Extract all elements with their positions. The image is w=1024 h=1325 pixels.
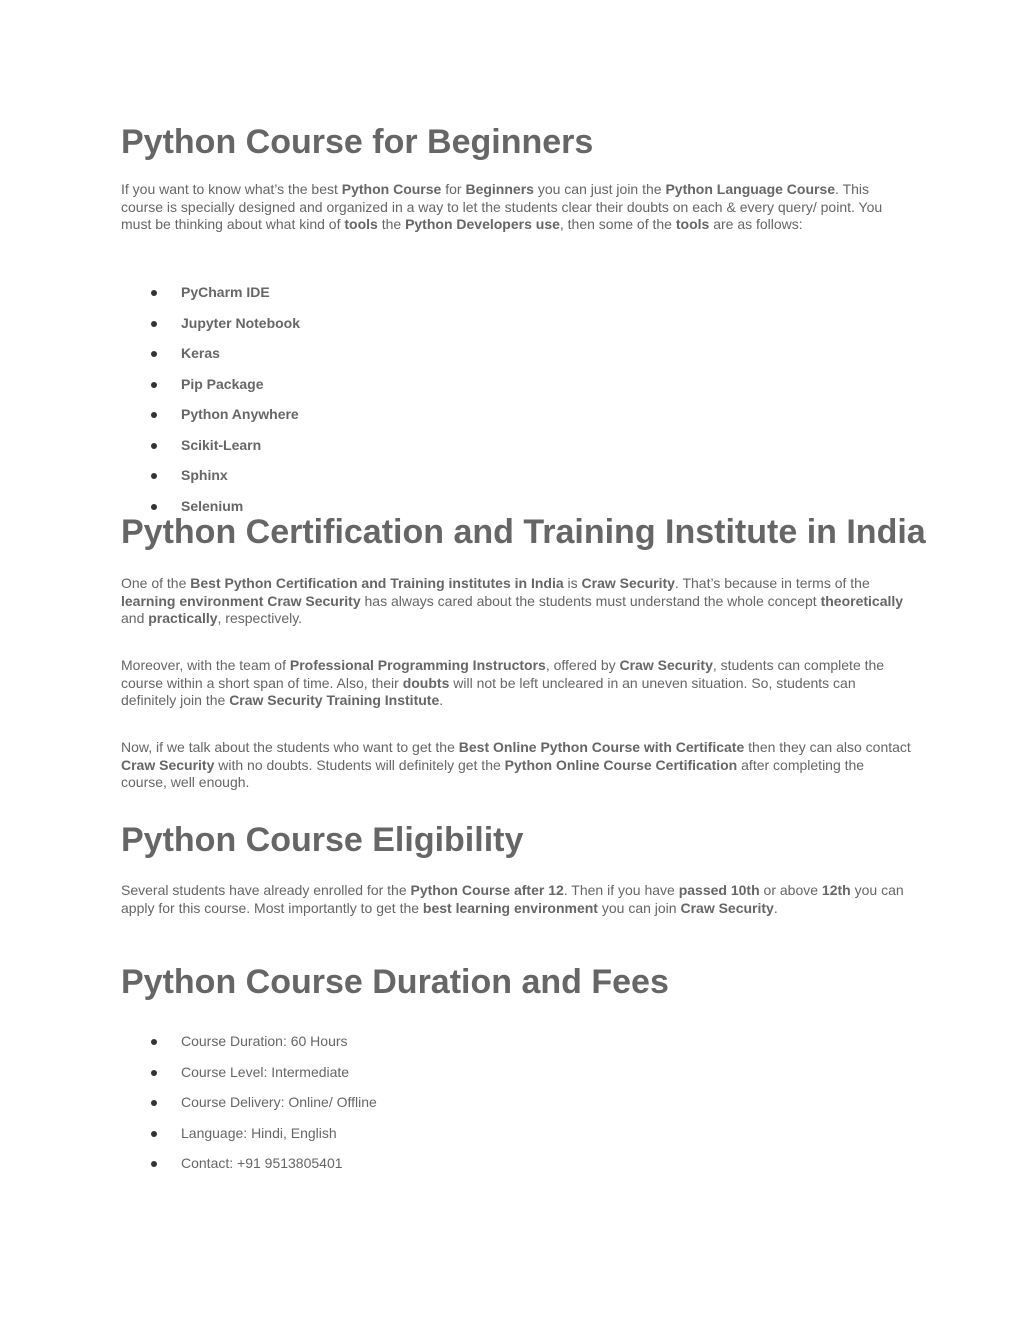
bold-phrase: 12th xyxy=(821,882,851,898)
bold-phrase: Python Online Course Certification xyxy=(504,756,738,773)
list-item xyxy=(121,345,621,376)
bullet-icon xyxy=(151,1100,157,1106)
bullet-icon xyxy=(151,382,157,388)
text-run: will not be left uncleared in an uneven situation. So, students can definitely join the xyxy=(121,674,856,708)
heading-duration-fees: Python Course Duration and Fees xyxy=(121,963,669,1001)
list-item xyxy=(121,315,621,346)
text-run: with no doubts. Students will definitely get the xyxy=(214,756,505,773)
text-run: for xyxy=(441,181,466,197)
text-run: . xyxy=(773,899,778,916)
text-run: Now, if we talk about the students who want to get the xyxy=(121,739,459,755)
bold-phrase: Craw Security xyxy=(121,756,215,773)
text-run: has always cared about the students must understand the whole concept xyxy=(360,592,821,609)
text-run: . This course is specially designed and organized in a way to let the students clear their doubts on each & every query/ point. You must be thinking about what kind of xyxy=(121,181,883,232)
bullet-icon xyxy=(151,1161,157,1167)
list-item-label: Contact: +91 9513805401 xyxy=(181,1155,343,1171)
bold-phrase: practically xyxy=(148,610,218,626)
text-run: after completing the course, well enough. xyxy=(121,756,865,790)
text-run: then they can also contact xyxy=(744,739,911,755)
text-run: One of the xyxy=(121,575,191,591)
list-item-label: Course Delivery: Online/ Offline xyxy=(181,1094,377,1110)
list-item xyxy=(121,437,621,468)
list-item xyxy=(121,1064,621,1095)
list-item xyxy=(121,1094,621,1125)
bold-phrase: Python Developers use xyxy=(405,216,560,232)
list-item xyxy=(121,1155,621,1186)
bold-phrase: Craw Security xyxy=(619,657,713,673)
bold-phrase: Professional Programming Instructors xyxy=(289,657,546,673)
list-item xyxy=(121,376,621,407)
text-run: you can apply for this course. Most importantly to get the xyxy=(121,882,904,916)
bold-phrase: best learning environment xyxy=(422,899,598,916)
text-run: Several students have already enrolled for the xyxy=(121,882,411,898)
heading-eligibility: Python Course Eligibility xyxy=(121,821,524,859)
text-run: are as follows: xyxy=(709,216,803,232)
text-run: , then some of the xyxy=(559,216,676,232)
bold-phrase: Python Course xyxy=(341,181,442,197)
text-run: and xyxy=(121,610,149,626)
certification-paragraph-2 xyxy=(121,657,911,710)
bullet-icon xyxy=(151,1070,157,1076)
text-run: , students can complete the course within a short span of time. Also, their xyxy=(121,657,885,691)
text-run: . That’s because in terms of the xyxy=(674,575,870,591)
list-item-label: Scikit-Learn xyxy=(181,436,262,453)
list-item xyxy=(121,1033,621,1064)
list-item-label: Selenium xyxy=(181,497,244,514)
bullet-icon xyxy=(151,290,157,296)
text-run: is xyxy=(563,575,582,591)
bold-phrase: Craw Security xyxy=(680,899,774,916)
text-run: you can join xyxy=(597,899,681,916)
bold-phrase: doubts xyxy=(402,674,450,691)
text-run: If you want to know what’s the best xyxy=(121,181,342,197)
text-run: . Then if you have xyxy=(563,882,679,898)
bold-phrase: learning environment Craw Security xyxy=(121,592,361,609)
bullet-icon xyxy=(151,443,157,449)
text-run: the xyxy=(377,216,406,232)
bold-phrase: Python Course after 12 xyxy=(410,882,564,898)
bullet-icon xyxy=(151,412,157,418)
list-item-label: Course Duration: 60 Hours xyxy=(181,1033,348,1049)
text-run: Moreover, with the team of xyxy=(121,657,290,673)
bullet-icon xyxy=(151,321,157,327)
bold-phrase: tools xyxy=(675,216,710,232)
list-item-label: Pip Package xyxy=(181,375,264,392)
bold-phrase: Best Python Certification and Training institutes in India xyxy=(190,575,564,591)
bullet-icon xyxy=(151,351,157,357)
text-run: , respectively. xyxy=(217,610,303,626)
list-item-label: Keras xyxy=(181,345,220,361)
bullet-icon xyxy=(151,1131,157,1137)
heading-beginners: Python Course for Beginners xyxy=(121,123,594,161)
bullet-icon xyxy=(151,473,157,479)
bold-phrase: Best Online Python Course with Certificate xyxy=(458,739,745,755)
list-item xyxy=(121,406,621,437)
text-run: or above xyxy=(759,882,822,898)
tools-list xyxy=(121,284,621,528)
list-item xyxy=(121,284,621,315)
bold-phrase: Python Language Course xyxy=(665,181,836,197)
list-item xyxy=(121,1125,621,1156)
bold-phrase: Beginners xyxy=(465,181,534,197)
bold-phrase: Craw Security xyxy=(581,575,675,591)
list-item-label: Language: Hindi, English xyxy=(181,1124,337,1141)
bold-phrase: Craw Security Training Institute xyxy=(229,692,440,708)
certification-paragraph-3 xyxy=(121,739,911,792)
certification-paragraph-1 xyxy=(121,575,911,628)
list-item xyxy=(121,467,621,498)
bold-phrase: theoretically xyxy=(820,592,904,609)
bullet-icon xyxy=(151,1039,157,1045)
heading-certification: Python Certification and Training Institute in India xyxy=(121,513,926,551)
list-item-label: PyCharm IDE xyxy=(181,284,270,300)
bullet-icon xyxy=(151,504,157,510)
list-item-label: Sphinx xyxy=(181,467,228,483)
intro-paragraph xyxy=(121,181,911,234)
list-item-label: Jupyter Notebook xyxy=(181,314,301,331)
text-run: you can just join the xyxy=(533,181,666,197)
list-item-label: Python Anywhere xyxy=(181,406,299,422)
bold-phrase: tools xyxy=(344,216,378,232)
text-run: , offered by xyxy=(545,657,620,673)
eligibility-paragraph xyxy=(121,882,911,917)
bold-phrase: passed 10th xyxy=(678,882,760,898)
text-run: . xyxy=(439,692,444,708)
course-details-list xyxy=(121,1033,621,1186)
list-item-label: Course Level: Intermediate xyxy=(181,1063,350,1080)
